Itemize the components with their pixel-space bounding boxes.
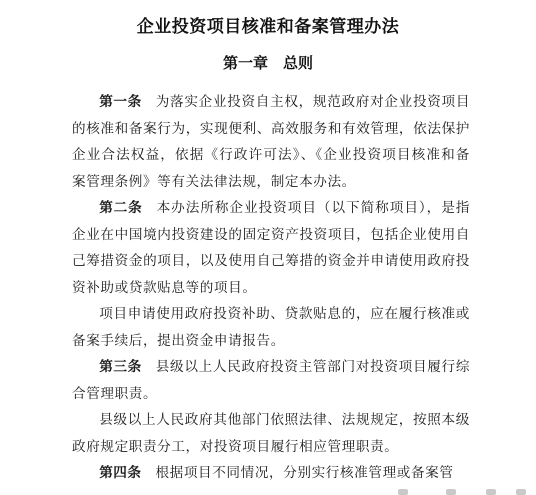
paragraph-article-4 [72,460,470,487]
paragraph-text: 县级以上人民政府其他部门依照法律、法规规定，按照本级政府规定职责分工，对投资项目履行相应管理职责。 [72,412,470,455]
paragraph-article-1 [72,89,470,195]
paragraph-article-2 [72,195,470,301]
document-title: 企业投资项目核准和备案管理办法 [136,17,400,37]
article-label: 第二条 [99,200,143,216]
toolbar-icon[interactable] [516,489,526,495]
document-body [72,89,470,487]
toolbar-icon[interactable] [446,489,456,495]
paragraph-text: 为落实企业投资自主权，规范政府对企业投资项目的核准和备案行为，实现便利、高效服务和有效管理，依法保护企业合法权益，依据《行政许可法》、《企业投资项目核准和备案管理条例》等有关法律法规，制定本办法。 [72,94,471,190]
article-label: 第四条 [99,465,142,481]
toolbar-icon[interactable] [398,489,408,495]
paragraph-article-3-clause-2 [72,407,470,460]
article-label: 第一条 [99,94,142,110]
chapter-title: 第一章 总则 [222,54,313,72]
paragraph-article-3 [72,354,470,407]
paragraph-text: 县级以上人民政府投资主管部门对投资项目履行综合管理职责。 [72,359,471,402]
paragraph-text: 本办法所称企业投资项目（以下简称项目），是指企业在中国境内投资建设的固定资产投资项目，包括企业使用自己筹措资金的项目，以及使用自己筹措的资金并申请使用政府投资补助或贷款贴息等的项目。 [72,200,470,296]
paragraph-text: 项目申请使用政府投资补助、贷款贴息的，应在履行核准或备案手续后，提出资金申请报告。 [72,306,470,349]
toolbar-icon[interactable] [486,489,496,495]
paragraph-text: 根据项目不同情况，分别实行核准管理或备案管 [155,465,454,481]
article-label: 第三条 [99,359,142,375]
paragraph-article-2-clause-2 [72,301,470,354]
